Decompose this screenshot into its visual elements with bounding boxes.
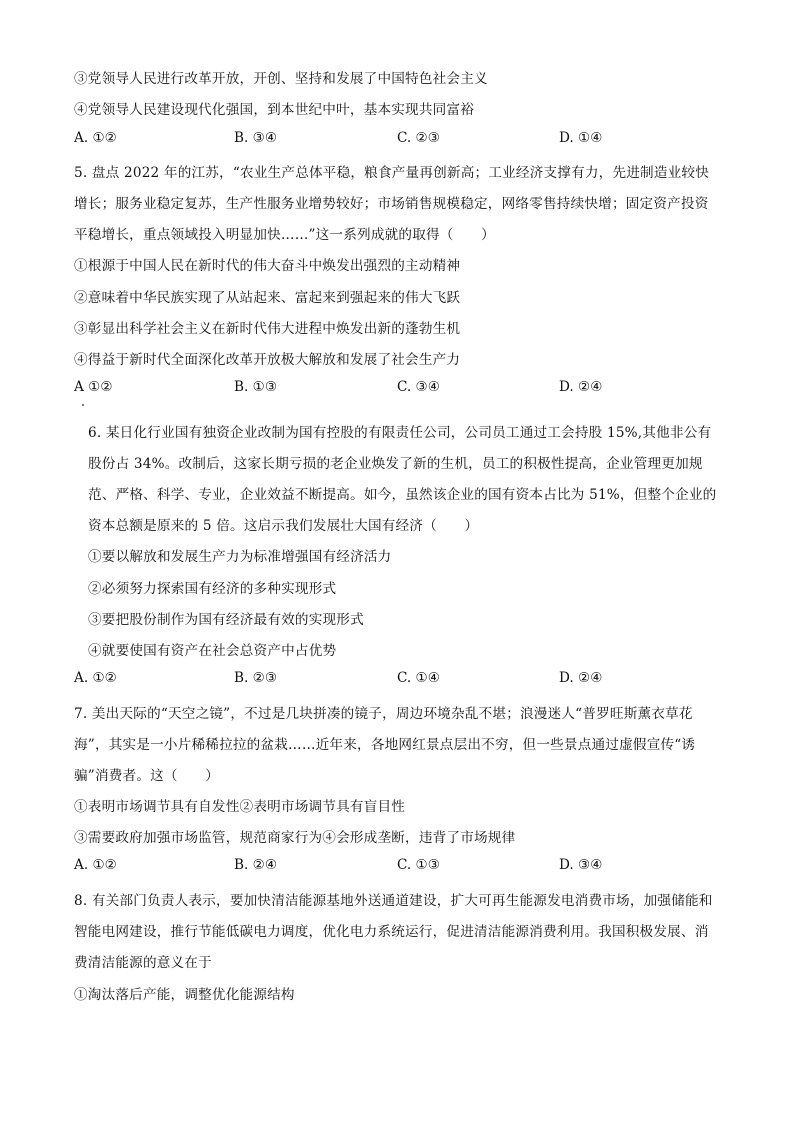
q6-stem-line-4: 资本总额是原来的 5 倍。这启示我们发展壮大国有经济（ ）: [88, 518, 479, 534]
q7-option-a: A. ①②: [74, 857, 117, 873]
q5-item-3: ③彰显出科学社会主义在新时代伟大进程中焕发出新的蓬勃生机: [74, 321, 461, 337]
q7-stem-line-2: 海”，其实是一小片稀稀拉拉的盆栽……近年来，各地网红景点层出不穷，但一些景点通过虚假宣传“诱: [74, 737, 696, 753]
q5-item-4: ④得益于新时代全面深化改革开放极大解放和发展了社会生产力: [74, 352, 461, 368]
q6-option-a: A. ①②: [74, 670, 117, 686]
q5-option-a: A ①②: [74, 379, 113, 395]
q4-option-d: D. ①④: [559, 130, 603, 146]
stray-mark: [82, 404, 84, 406]
q5-option-b: B. ①③: [234, 379, 278, 395]
q6-stem-line-1: 6. 某日化行业国有独资企业改制为国有控股的有限责任公司，公司员工通过工会持股 15%,其他非公有: [88, 425, 712, 441]
q7-option-b: B. ②④: [234, 857, 278, 873]
q8-stem-line-2: 智能电网建设，推行节能低碳电力调度，优化电力系统运行，促进清洁能源消费利用。我国积极发展、消: [74, 924, 709, 940]
q6-item-2: ②必须努力探索国有经济的多种实现形式: [88, 581, 337, 597]
q8-stem-line-3: 费清洁能源的意义在于: [74, 955, 212, 971]
q6-stem-line-3: 范、严格、科学、专业，企业效益不断提高。如今，虽然该企业的国有资本占比为 51%，但整个企业的: [88, 487, 717, 503]
q8-item-1: ①淘汰落后产能，调整优化能源结构: [74, 987, 295, 1003]
q4-item-3: ③党领导人民进行改革开放，开创、坚持和发展了中国特色社会主义: [74, 71, 488, 87]
q7-option-d: D. ③④: [559, 857, 603, 873]
q7-items-line-2: ③需要政府加强市场监管，规范商家行为④会形成垄断，违背了市场规律: [74, 830, 516, 846]
q6-option-c: C. ①④: [397, 670, 440, 686]
q4-option-c: C. ②③: [397, 130, 440, 146]
q7-option-c: C. ①③: [397, 857, 440, 873]
q4-option-b: B. ③④: [234, 130, 278, 146]
q6-item-4: ④就要使国有资产在社会总资产中占优势: [88, 643, 337, 659]
q5-option-d: D. ②④: [559, 379, 603, 395]
q6-options: [74, 670, 734, 690]
q7-stem-line-1: 7. 美出天际的“天空之镜”，不过是几块拼凑的镜子，周边环境杂乱不堪；浪漫迷人“普罗旺斯薰衣草花: [74, 706, 693, 722]
q8-stem-line-1: 8. 有关部门负责人表示，要加快清洁能源基地外送通道建设，扩大可再生能源发电消费市场，加强储能和: [74, 893, 713, 909]
q6-item-1: ①要以解放和发展生产力为标准增强国有经济活力: [88, 549, 392, 565]
q5-options: [74, 379, 734, 399]
q7-items-line-1: ①表明市场调节具有自发性②表明市场调节具有盲目性: [74, 799, 406, 815]
q6-option-b: B. ②③: [234, 670, 278, 686]
q5-stem-line-2: 增长；服务业稳定复苏，生产性服务业增势较好；市场销售规模稳定，网络零售持续快增；固定资产投资: [74, 196, 709, 212]
q5-stem-line-3: 平稳增长，重点领域投入明显加快……”这一系列成就的取得（ ）: [74, 227, 495, 243]
q5-item-2: ②意味着中华民族实现了从站起来、富起来到强起来的伟大飞跃: [74, 290, 461, 306]
q4-options: [74, 130, 734, 150]
q6-stem-line-2: 股份占 34%。改制后，这家长期亏损的老企业焕发了新的生机，员工的积极性提高，企业管理更加规: [88, 456, 703, 472]
q7-stem-line-3: 骗”消费者。这（ ）: [74, 768, 220, 784]
q7-options: [74, 857, 734, 877]
q6-item-3: ③要把股份制作为国有经济最有效的实现形式: [88, 612, 364, 628]
q4-item-4: ④党领导人民建设现代化强国，到本世纪中叶，基本实现共同富裕: [74, 102, 475, 118]
q5-option-c: C. ③④: [397, 379, 440, 395]
q5-item-1: ①根源于中国人民在新时代的伟大奋斗中焕发出强烈的主动精神: [74, 258, 461, 274]
q5-stem-line-1: 5. 盘点 2022 年的江苏，“农业生产总体平稳，粮食产量再创新高；工业经济支撑有力，先进制造业较快: [74, 165, 710, 181]
q4-option-a: A. ①②: [74, 130, 117, 146]
q6-option-d: D. ②④: [559, 670, 603, 686]
